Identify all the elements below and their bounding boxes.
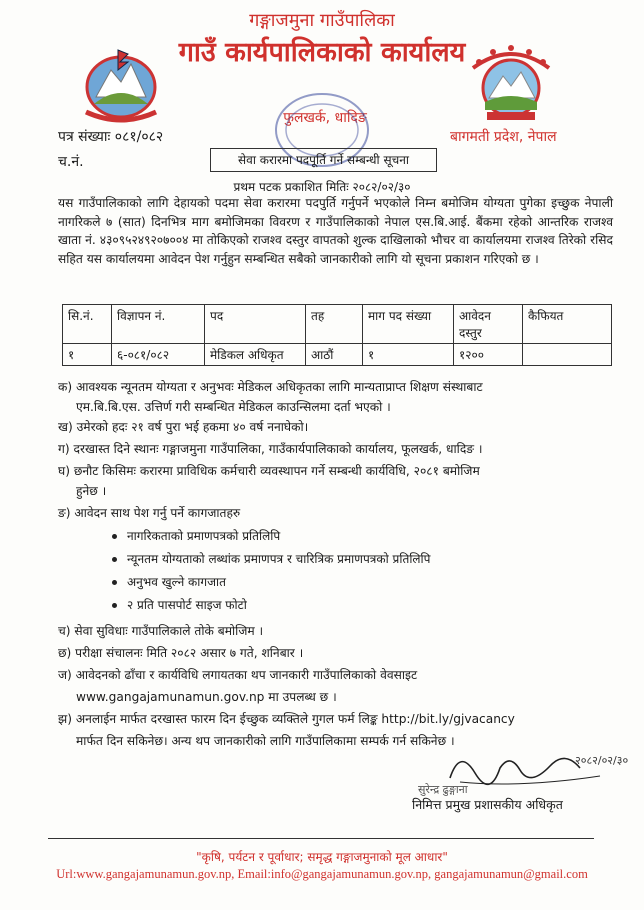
subject-box: सेवा करारमा पदपूर्ति गर्ने सम्बन्धी सूचना xyxy=(210,148,437,172)
bullet-icon xyxy=(112,580,117,585)
table-row xyxy=(63,344,612,366)
req-ja-2: www.gangajamunamun.gov.np मा उपलब्ध छ । xyxy=(76,690,337,704)
footer-contact: Url:www.gangajamunamun.gov.np, Email:info@gangajamunamun.gov.np, gangajamunamun@gmail.com xyxy=(56,867,588,881)
signature-date: २०८२/०२/३० xyxy=(575,754,629,767)
province-name: बागमती प्रदेश, नेपाल xyxy=(450,129,557,145)
list-item: अनुभव खुल्ने कागजात xyxy=(112,573,430,596)
list-item: नागरिकताको प्रमाणपत्रको प्रतिलिपि xyxy=(112,527,430,550)
documents-list xyxy=(112,527,430,619)
publish-date: प्रथम पटक प्रकाशित मितिः २०८२/०२/३० xyxy=(233,180,411,194)
cell-ad-no: ६-०८१/०८२ xyxy=(112,344,205,366)
bullet-icon xyxy=(112,534,117,539)
col-demand: माग पद संख्या xyxy=(363,305,454,344)
col-fee: आवेदन दस्तुर xyxy=(454,305,523,344)
req-ja-1: ज) आवेदनको ढाँचा र कार्यविधि लगायतका थप जानकारी गाउँपालिकाको वेवसाइट xyxy=(58,668,418,682)
footer-divider xyxy=(48,838,594,839)
handwritten-signature xyxy=(440,738,630,798)
req-kha: ख) उमेरको हदः २१ वर्ष पुरा भई हकमा ४० वर्ष ननाघेको। xyxy=(58,420,309,434)
req-cha: च) सेवा सुविधाः गाउँपालिकाले तोके बमोजिम । xyxy=(58,624,264,638)
req-chha: छ) परीक्षा संचालनः मिति २०८२ असार ७ गते, शनिबार । xyxy=(58,646,304,660)
req-jha-1: झ) अनलाईन मार्फत दरखास्त फारम दिन ईच्छुक व्यक्तिले गुगल फर्म लिङ्क http://bit.ly/gjvacancy xyxy=(58,712,515,726)
req-ka-2: एम.बि.बि.एस. उत्तिर्ण गरी सम्बन्धित मेडिकल काउन्सिलमा दर्ता भएको । xyxy=(76,400,391,414)
vacancy-table xyxy=(62,304,612,366)
col-post: पद xyxy=(205,305,306,344)
letter-number: पत्र संख्याः ०८१/०८२ xyxy=(58,129,164,145)
req-nga: ङ) आवेदन साथ पेश गर्नु पर्ने कागजातहरु xyxy=(58,506,241,520)
bullet-icon xyxy=(112,557,117,562)
cell-sn: १ xyxy=(63,344,112,366)
municipality-name: गङ्गाजमुना गाउँपालिका xyxy=(249,10,395,31)
cell-level: आठौं xyxy=(306,344,363,366)
cell-fee: १२०० xyxy=(454,344,523,366)
list-item: २ प्रति पासपोर्ट साइज फोटो xyxy=(112,596,430,619)
req-gha-1: घ) छनौट किसिमः करारमा प्राविधिक कर्मचारी व्यवस्थापन गर्ने सम्बन्धी कार्यविधि, २०८१ बमोजिम xyxy=(58,464,480,478)
col-remarks: कैफियत xyxy=(523,305,612,344)
col-level: तह xyxy=(306,305,363,344)
signatory-name: सुरेन्द्र ढुङ्गाना xyxy=(418,783,468,796)
signatory-title: निमित्त प्रमुख प्रशासकीय अधिकृत xyxy=(412,797,563,812)
cell-demand: १ xyxy=(363,344,454,366)
sub-location: फुलखर्क, धादिङ xyxy=(283,110,367,126)
req-jha-2: मार्फत दिन सकिनेछ। अन्य थप जानकारीको लागि गाउँपालिकामा सम्पर्क गर्न सकिनेछ । xyxy=(76,734,455,748)
table-header-row xyxy=(63,305,612,344)
req-ga: ग) दरखास्त दिने स्थानः गङ्गाजमुना गाउँपालिका, गाउँकार्यपालिकाको कार्यालय, फूलखर्क, धादिङ । xyxy=(58,442,483,456)
office-name: गाउँ कार्यपालिकाको कार्यालय xyxy=(178,37,466,68)
cell-remarks xyxy=(523,344,612,366)
reference-number: च.नं. xyxy=(58,154,84,170)
intro-paragraph: यस गाउँपालिकाको लागि देहायको पदमा सेवा करारमा पदपुर्ति गर्नुपर्ने भएकोले निम्न बमोजिम योग्यता पुगेका इच्छुक नेपाली नागरिकले ७ (सात) दिनभित्र माग बमोजिमका विवरण र गाउँपालिकाको नेपाल एस.बि.आई. बैंकमा रहेको आन्तरिक राजश्व खाता नं. ४३०९५२४९२०७००४ मा तोकिएको राजश्व दस्तुर वापतको शुल्क दाखिलाको भौचर वा कार्यालयमा राजश्व तिरेको रसिद सहित यस कार्यालयमा आवेदन पेश गर्नुहुन सम्बन्धित सबैको जानकारीको लागि यो सूचना प्रकाशन गरिएको छ । xyxy=(58,196,613,266)
req-gha-2: हुनेछ । xyxy=(76,484,107,498)
list-item: न्यूनतम योग्यताको लब्धांक प्रमाणपत्र र चारित्रिक प्रमाणपत्रको प्रतिलिपि xyxy=(112,550,430,573)
bullet-icon xyxy=(112,603,117,608)
col-ad-no: विज्ञापन नं. xyxy=(112,305,205,344)
col-sn: सि.नं. xyxy=(63,305,112,344)
footer-motto: "कृषि, पर्यटन र पूर्वाधार; समृद्ध गङ्गाजमुनाको मूल आधार" xyxy=(196,850,448,864)
req-ka-1: क) आवश्यक न्यूनतम योग्यता र अनुभवः मेडिकल अधिकृतका लागि मान्यताप्राप्त शिक्षण संस्थाबाट xyxy=(58,380,483,394)
cell-post: मेडिकल अधिकृत xyxy=(205,344,306,366)
